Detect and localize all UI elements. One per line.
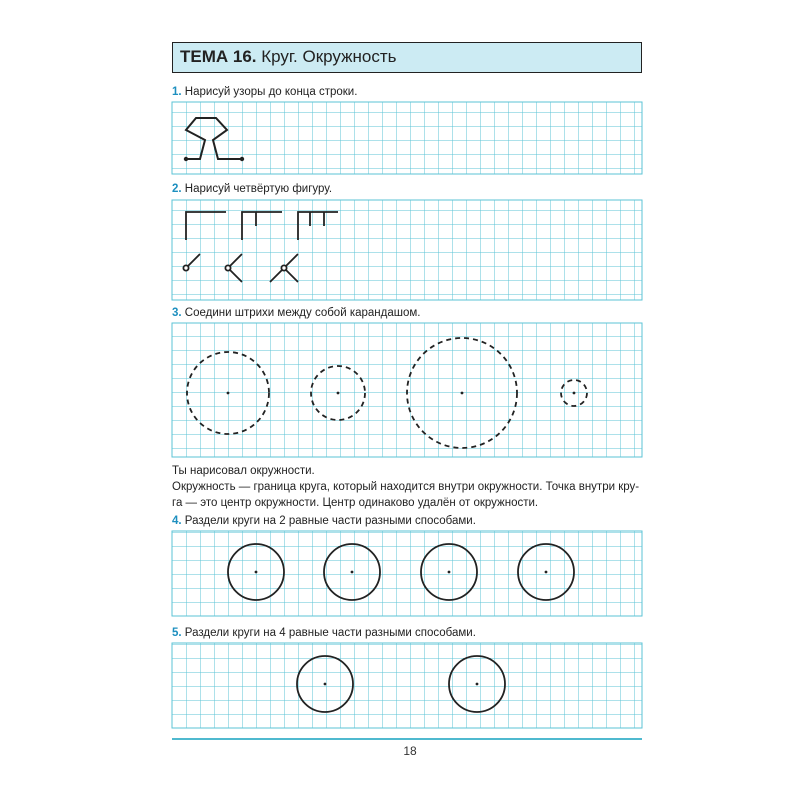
task-text: Раздели круги на 4 равные части разными способами. <box>184 627 476 639</box>
task-number: 3. <box>172 307 182 319</box>
footer-divider <box>172 738 642 740</box>
topic-label: ТЕМА 16. <box>180 47 257 66</box>
page-number: 18 <box>403 744 417 758</box>
explanation-line: Ты нарисовал окружности. <box>172 465 315 477</box>
grid-area-task-5[interactable] <box>172 643 642 728</box>
task-number: 2. <box>172 183 182 195</box>
task-number: 1. <box>172 86 182 98</box>
topic-title: Круг. Окружность <box>261 47 397 66</box>
task-text: Нарисуй четвёртую фигуру. <box>184 183 333 195</box>
task-number: 4. <box>172 515 182 527</box>
grid-area-task-1[interactable] <box>172 102 642 174</box>
task-number: 5. <box>172 627 182 639</box>
explanation-line: га — это центр окружности. Центр одинаково удалён от окружности. <box>172 497 539 509</box>
task-text: Соедини штрихи между собой карандашом. <box>184 307 421 319</box>
explanation-line: Окружность — граница круга, который находится внутри окружности. Точка внутри кру- <box>172 481 640 493</box>
task-text: Раздели круги на 2 равные части разными способами. <box>184 515 476 527</box>
grid-area-task-4[interactable] <box>172 531 642 616</box>
task-text: Нарисуй узоры до конца строки. <box>184 86 358 98</box>
